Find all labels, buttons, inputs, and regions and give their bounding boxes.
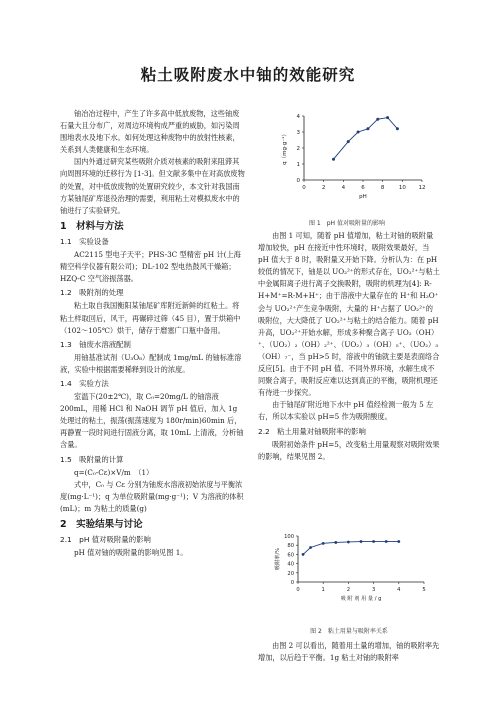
data-point bbox=[334, 541, 337, 544]
y-tick-label: 80 bbox=[287, 543, 294, 550]
y-axis-label: 吸附率/% bbox=[275, 547, 281, 571]
x-tick-label: 1 bbox=[321, 587, 325, 593]
data-point bbox=[386, 116, 389, 119]
x-tick-label: 3 bbox=[371, 587, 376, 593]
intro-paragraph-2: 国内外通过研究某些吸附介质对核素的吸附来阻滞其向周围环境的迁移行为 [1-3]。但文献多集中在对高放废物的处置，对中低放废物的处置研究较少，本文针对我国南方某铀尾矿库退役治理的需要，利用粘土对模拟废水中的铀进行了实验研究。 bbox=[60, 157, 245, 215]
x-tick-label: 2 bbox=[321, 185, 326, 191]
x-axis-label: pH bbox=[359, 194, 367, 200]
data-point bbox=[372, 540, 375, 543]
section-1-5-heading: 1.5 吸附量的计算 bbox=[60, 454, 124, 464]
x-tick-label: 0 bbox=[302, 185, 306, 191]
figure-2-chart bbox=[272, 530, 432, 610]
data-point bbox=[322, 542, 325, 545]
y-tick-label: 100 bbox=[284, 534, 294, 540]
y-tick-label: 0 bbox=[290, 580, 294, 586]
formula: q=(C₀-Cε)×V/m （1） bbox=[74, 467, 154, 477]
section-1-4-heading: 1.4 实验方法 bbox=[60, 378, 109, 388]
right-column-text-2 bbox=[258, 640, 440, 664]
page-title: 粘土吸附废水中铀的效能研究 bbox=[140, 66, 356, 84]
x-tick-label: 8 bbox=[380, 185, 385, 191]
y-tick-label: 40 bbox=[287, 561, 294, 568]
discussion-paragraph-2: 由于铀尾矿附近地下水中 pH 值经检测一般为 5 左右，所以本实验以 pH=5 作为吸附酸度。 bbox=[258, 400, 434, 422]
right-column-text-1 bbox=[258, 230, 440, 463]
x-axis-label: 吸 附 剂 用 量 / g bbox=[340, 596, 382, 602]
section-1-5-text: 式中，C₀ 与 Cε 分别为铀废水溶液初始浓度与平衡浓度(mg·L⁻¹)；q 为单位吸附量(mg·g⁻¹)；V 为溶液的体积(mL)；m 为粘土的质量(g) bbox=[60, 479, 244, 513]
section-2-1-heading: 2.1 pH 值对吸附量的影响 bbox=[60, 535, 151, 545]
x-tick-label: 5 bbox=[422, 587, 426, 593]
y-tick-label: 1 bbox=[296, 162, 300, 168]
x-tick-label: 4 bbox=[397, 587, 401, 593]
discussion-paragraph-3: 吸附初始条件 pH=5，改变粘土用量观察对吸附效果的影响，结果见图 2。 bbox=[258, 439, 440, 461]
section-1-3-heading: 1.3 铀废水溶液配制 bbox=[60, 339, 131, 349]
x-tick-label: 6 bbox=[361, 185, 365, 191]
x-tick-label: 2 bbox=[346, 587, 351, 593]
y-tick-label: 20 bbox=[287, 570, 294, 577]
series-line bbox=[334, 118, 398, 160]
y-tick-label: 0 bbox=[296, 178, 300, 184]
data-point bbox=[309, 546, 312, 549]
figure-2-caption: 图 2 粘土用量与吸附率关系 bbox=[310, 628, 388, 635]
data-point bbox=[397, 540, 400, 543]
x-tick-label: 10 bbox=[398, 185, 406, 191]
section-1-heading: 1 材料与方法 bbox=[60, 220, 124, 232]
data-point bbox=[376, 118, 379, 121]
section-1-1-heading: 1.1 实验设备 bbox=[60, 236, 109, 246]
series-line bbox=[303, 542, 399, 555]
section-2-2-heading: 2.2 粘土用量对铀吸附率的影响 bbox=[258, 426, 366, 436]
data-point bbox=[366, 127, 369, 130]
section-2-1-text: pH 值对铀的吸附量的影响见图 1。 bbox=[74, 548, 188, 558]
section-1-2-heading: 1.2 吸附剂的处理 bbox=[60, 288, 124, 298]
x-tick-label: 12 bbox=[418, 185, 426, 191]
data-point bbox=[396, 127, 399, 130]
y-axis-label: q（mg·g⁻¹） bbox=[282, 131, 288, 165]
section-1-3-text: 用铀基准试剂（U₃O₈）配制成 1mg/mL 的铀标准溶液，实验中根据需要稀释到设计的浓度。 bbox=[60, 352, 242, 374]
left-column bbox=[60, 108, 245, 559]
data-point bbox=[347, 541, 350, 544]
discussion-paragraph-4: 由图 2 可以看出，随着用土量的增加，铀的吸附率先增加，以后趋于平衡。1g 粘土对铀的吸附率 bbox=[258, 641, 440, 663]
data-point bbox=[347, 140, 350, 143]
data-point bbox=[385, 540, 388, 543]
section-1-4-text: 室温下(20±2℃)，取 C₀=20mg/L 的铀溶液 200mL，用稀 HCl 和 NaOH 调节 pH 值后，加入 1g 处理过的粘土，振荡(振荡速度为 180r/min)60min 后，再静置一段时间进行固液分离，取 10mL 上清液，分析铀含量。 bbox=[60, 392, 244, 450]
data-point bbox=[360, 540, 363, 543]
figure-1-caption: 图 1 pH 值对吸附量的影响 bbox=[309, 220, 385, 227]
section-1-1-text: AC2115 型电子天平；PHS-3C 型精密 pH 计(上海精空科学仪器有限公司)；DL-102 型电热鼓风干燥箱；HZQ-C 空气浴振荡器。 bbox=[60, 250, 241, 284]
figure-1-chart bbox=[258, 108, 436, 210]
y-tick-label: 3 bbox=[296, 130, 300, 136]
section-2-heading: 2 实验结果与讨论 bbox=[60, 519, 143, 530]
data-point bbox=[357, 131, 360, 134]
y-tick-label: 60 bbox=[287, 552, 294, 559]
data-point bbox=[332, 158, 335, 161]
intro-paragraph-1: 铀冶冶过程中，产生了许多高中低放废物，这些铀废石量大且分布广，对周边环境构成严重的威胁，如污染周围地表水及地下水。如何处理这种废物中的放射性核素，关系到人类健康和生态环境。 bbox=[60, 109, 240, 155]
x-tick-label: 0 bbox=[296, 587, 300, 593]
data-point bbox=[302, 553, 305, 556]
discussion-paragraph-1: 由图 1 可知，随着 pH 值增加，粘土对铀的吸附量增加较快，pH 在接近中性环境时，吸附效果最好，当 pH 值大于 8 时，吸附量又开始下降。分析认为：在 pH 较低的情况下，铀是以 UO₂²⁺的形式存在，UO₂²⁺与粘土中金属阳离子进行离子交换吸附，吸附的机理为[4]: R-H+M⁺=R-M+H⁺；由于溶液中大量存在的 H⁺和 H₃O⁺会与 UO₂²⁺产生竞争吸附，大量的 H⁺占据了 UO₂²⁺的吸附位，大大降低了 UO₂²⁺与粘土的结合能力。随着 pH 升高，UO₂²⁺开始水解，形成多种聚合离子 UO₂（OH）⁺、（UO₂）₂（OH）₂²⁺、（UO₂）₃（OH）₅⁺、（UO₂）₃（OH）₇⁻，当 pH>5 时，溶液中的铀就主要是表面络合反应[5]。由于不同 pH 值、不同外界环境，水解生成不同聚合离子，吸附反应难以达到真正的平衡，吸附机理还有待进一步探究。 bbox=[258, 231, 440, 398]
x-tick-label: 4 bbox=[341, 185, 346, 191]
y-tick-label: 4 bbox=[296, 114, 300, 120]
y-tick-label: 2 bbox=[296, 146, 300, 152]
section-1-2-text: 粘土取自我国衡阳某铀尾矿库附近新鲜的红粘土。将粘土样取回后，风干，再碾碎过筛（45 目），置于烘箱中（102～105℃）烘干，储存于磨塞广口瓶中备用。 bbox=[60, 301, 241, 335]
